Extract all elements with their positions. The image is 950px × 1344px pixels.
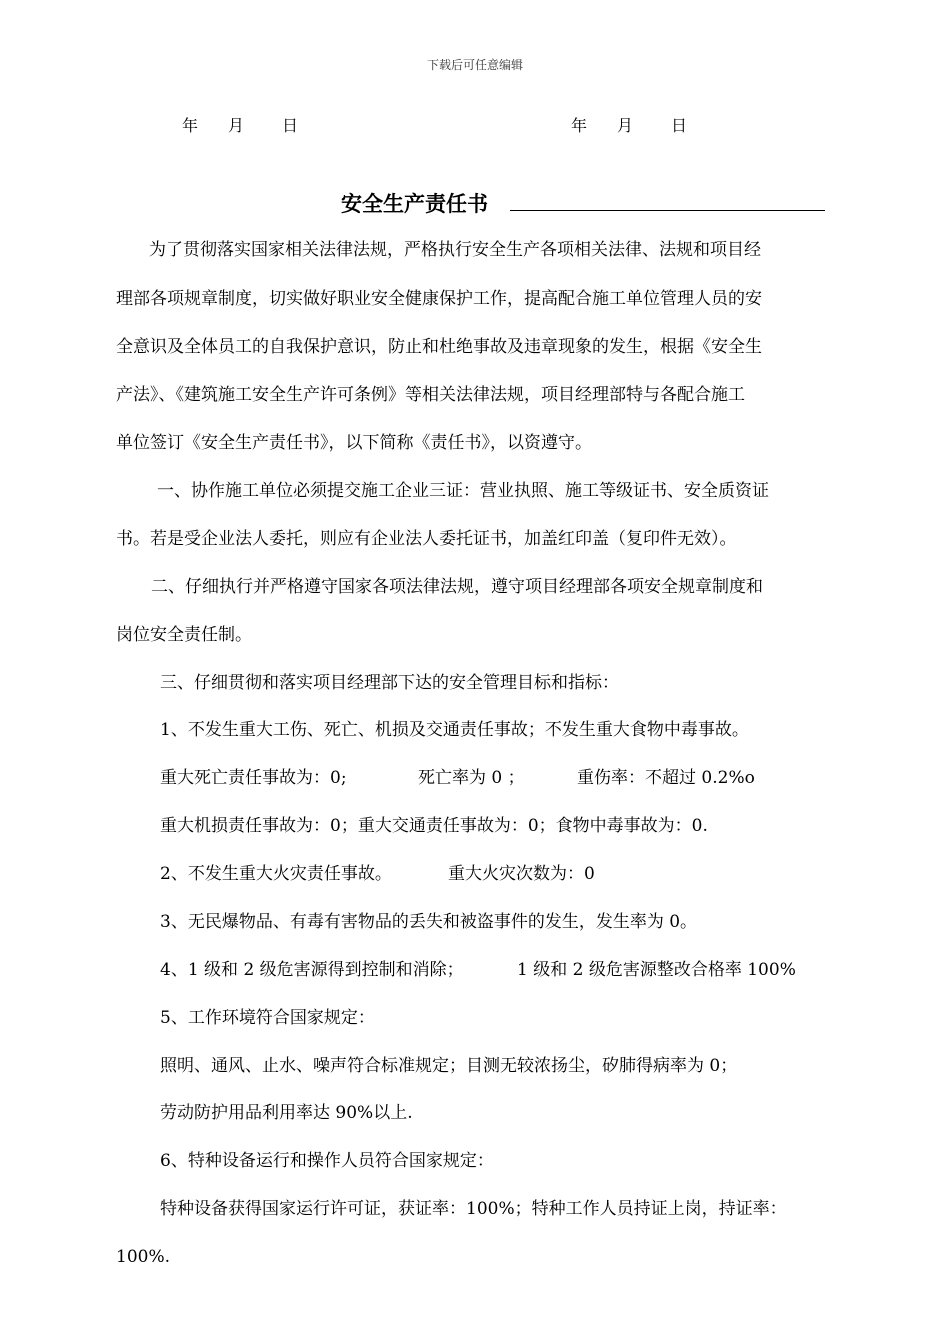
intro-line: 全意识及全体员工的自我保护意识，防止和杜绝事故及违章现象的发生，根据《安全生 — [116, 337, 762, 357]
target-item-5: 5、工作环境符合国家规定： — [160, 1008, 375, 1028]
metric-fatal-accidents: 重大死亡责任事故为：0; — [160, 768, 347, 788]
metric-death-rate: 死亡率为 0 ； — [418, 768, 525, 788]
signature-date-right — [571, 113, 687, 136]
target-item-2: 2、不发生重大火灾责任事故。 — [160, 864, 392, 884]
year-label: 年 — [182, 116, 199, 135]
item-6-detail: 100%. — [116, 1247, 171, 1267]
title-fill-line — [510, 210, 825, 211]
target-item-6: 6、特种设备运行和操作人员符合国家规定： — [160, 1151, 494, 1171]
metric-line: 重大机损责任事故为：0；重大交通责任事故为：0；食物中毒事故为：0. — [160, 816, 708, 836]
target-item-1: 1、不发生重大工伤、死亡、机损及交通责任事故；不发生重大食物中毒事故。 — [160, 720, 749, 740]
intro-line: 产法》、《建筑施工安全生产许可条例》等相关法律法规，项目经理部特与各配合施工 — [116, 385, 745, 405]
signature-date-left — [182, 113, 298, 136]
item-6-detail: 特种设备获得国家运行许可证，获证率：100%；特种工作人员持证上岗，持证率： — [160, 1199, 787, 1219]
target-item-3: 3、无民爆物品、有毒有害物品的丢失和被盗事件的发生，发生率为 0。 — [160, 912, 698, 932]
day-label: 日 — [671, 116, 688, 135]
section-2-line: 岗位安全责任制。 — [116, 625, 252, 645]
download-note: 下载后可任意编辑 — [426, 58, 523, 72]
intro-line: 单位签订《安全生产责任书》，以下简称《责任书》，以资遵守。 — [116, 433, 592, 453]
section-2-line: 二、仔细执行并严格遵守国家各项法律法规，遵守项目经理部各项安全规章制度和 — [151, 577, 763, 597]
intro-line: 理部各项规章制度，切实做好职业安全健康保护工作，提高配合施工单位管理人员的安 — [116, 289, 762, 309]
month-label: 月 — [228, 116, 245, 135]
section-1-line: 书。若是受企业法人委托，则应有企业法人委托证书，加盖红印盖（复印件无效）。 — [116, 529, 737, 549]
metric-fire-count: 重大火灾次数为：0 — [448, 864, 595, 884]
metric-hazard-rectification: 1 级和 2 级危害源整改合格率 100% — [517, 960, 796, 980]
metric-serious-injury-rate: 重伤率：不超过 0.2%o — [577, 768, 755, 788]
section-1-line: 一、协作施工单位必须提交施工企业三证：营业执照、施工等级证书、安全质资证 — [157, 481, 769, 501]
target-item-4: 4、1 级和 2 级危害源得到控制和消除； — [160, 960, 464, 980]
day-label: 日 — [282, 116, 299, 135]
section-3-heading: 三、仔细贯彻和落实项目经理部下达的安全管理目标和指标： — [160, 673, 619, 693]
intro-line: 为了贯彻落实国家相关法律法规，严格执行安全生产各项相关法律、法规和项目经 — [149, 240, 761, 260]
year-label: 年 — [571, 116, 588, 135]
item-5-detail: 劳动防护用品利用率达 90%以上. — [160, 1103, 413, 1123]
month-label: 月 — [617, 116, 634, 135]
item-5-detail: 照明、通风、止水、噪声符合标准规定；目测无较浓扬尘，矽肺得病率为 0； — [160, 1056, 738, 1076]
document-title: 安全生产责任书 — [341, 192, 488, 216]
